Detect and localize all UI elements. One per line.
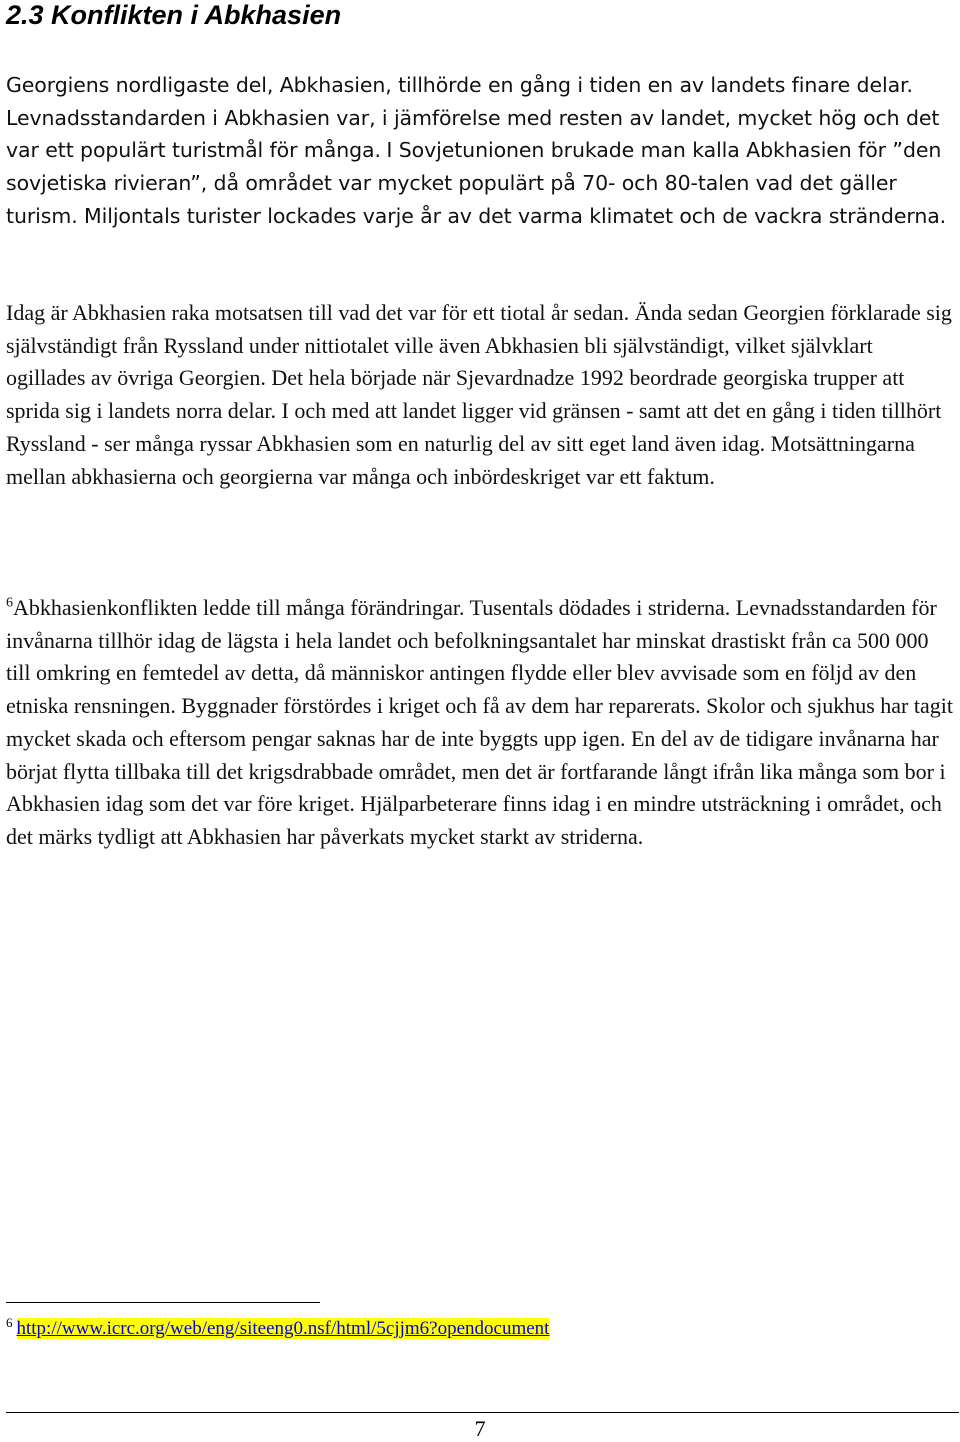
footnote-reference[interactable]: 6 xyxy=(6,595,13,611)
paragraph-3-text: Abkhasienkonflikten ledde till många förändringar. Tusentals dödades i striderna. Levnadsstandarden för invånarna tillhör idag de lägsta i hela landet och befolkningsantalet har minskat drastiskt från ca 500 000 till omkring en femtedel av detta, då människor antingen flydde eller blev avvisade som en följd av den etniska rensningen. Byggnader förstördes i kriget och få av dem har reparerats. Skolor och sjukhus har tagit mycket skada och eftersom pengar saknas har de inte byggts upp igen. En del av de tidigare invånarna har börjat flytta tillbaka till det krigsdrabbade området, men det är fortfarande långt ifrån lika många som bor i Abkhasien idag som det var före kriget. Hjälparbeterare finns idag i en mindre utsträckning i området, och det märks tydligt att Abkhasien har påverkats mycket starkt av striderna. xyxy=(6,595,953,849)
paragraph-3 xyxy=(6,592,956,854)
paragraph-1-part-2: I Sovjetunionen brukade man kalla Abkhasien för ”den sovjetiska rivieran”, då området var mycket populärt på 70- och 80-talen vad det gäller turism. Miljontals turister lockades varje år av det varma klimatet och de vackra stränderna. xyxy=(6,138,947,228)
footnote-link[interactable]: http://www.icrc.org/web/eng/siteeng0.nsf/html/5cjjm6?opendocument xyxy=(16,1318,550,1339)
page-footer-rule xyxy=(6,1412,959,1413)
section-heading: 2.3 Konflikten i Abkhasien xyxy=(6,0,342,30)
footnote-number: 6 xyxy=(6,1314,13,1330)
footnote xyxy=(6,1316,549,1342)
paragraph-1-part-1: Georgiens nordligaste del, Abkhasien, tillhörde en gång i tiden en av landets finare delar. Levnadsstandarden i Abkhasien var, i jämförelse med resten av landet, mycket hög och det var ett populärt turistmål för många. xyxy=(6,73,940,163)
paragraph-1 xyxy=(6,69,956,233)
footnote-separator xyxy=(6,1302,320,1303)
page-number: 7 xyxy=(474,1416,486,1441)
paragraph-2: Idag är Abkhasien raka motsatsen till vad det var för ett tiotal år sedan. Ända sedan Georgien förklarade sig självständigt från Ryssland under nittiotalet ville även Abkhasien bli självständigt, vilket självklart ogillades av övriga Georgien. Det hela började när Sjevardnadze 1992 beordrade georgiska trupper att sprida sig i landets norra delar. I och med att landet ligger vid gränsen - samt att det en gång i tiden tillhört Ryssland - ser många ryssar Abkhasien som en naturlig del av sitt eget land även idag. Motsättningarna mellan abkhasierna och georgierna var många och inbördeskriget var ett faktum. xyxy=(6,300,952,489)
